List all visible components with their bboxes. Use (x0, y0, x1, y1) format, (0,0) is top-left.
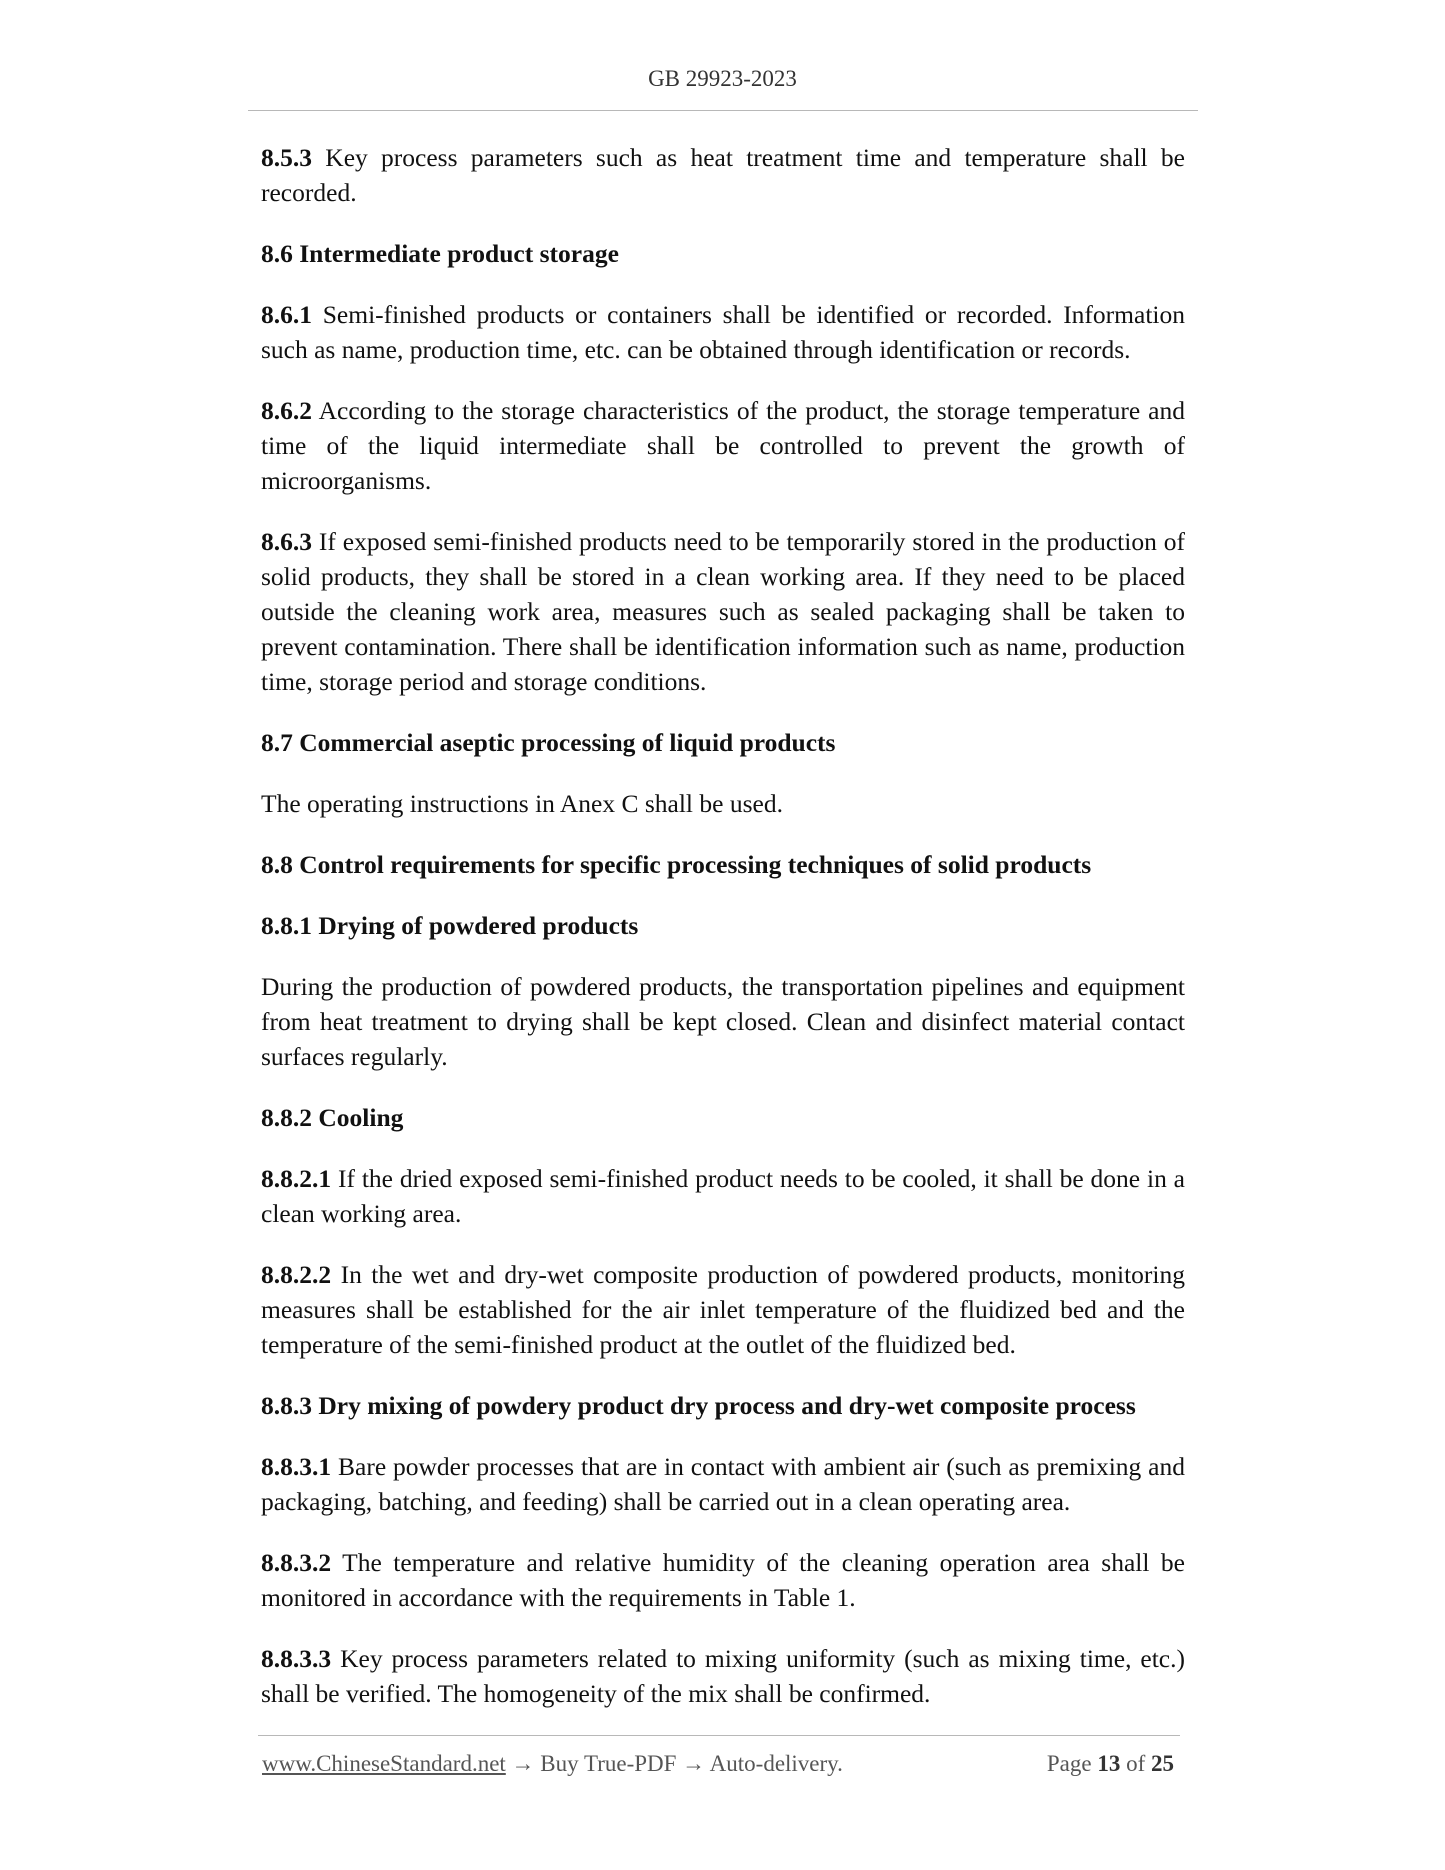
header-divider (248, 110, 1198, 111)
clause-number: 8.8.3.2 (261, 1548, 332, 1577)
clause-number: 8.5.3 (261, 143, 312, 172)
footer-promo-text: → Buy True-PDF → Auto-delivery. (505, 1751, 843, 1776)
section-heading: 8.8.3 Dry mixing of powdery product dry process and dry-wet composite process (261, 1391, 1136, 1420)
clause-text: If the dried exposed semi-finished product needs to be cooled, it shall be done in a clean working area. (261, 1164, 1185, 1228)
clause-number: 8.8.2.2 (261, 1260, 332, 1289)
clause-paragraph (261, 1545, 1185, 1615)
clause-number: 8.6.2 (261, 396, 312, 425)
document-id: GB 29923-2023 (648, 66, 797, 91)
footer-promo (262, 1751, 843, 1777)
clause-text: Semi-finished products or containers shall be identified or recorded. Information such as name, production time, etc. can be obtained through identification or records. (261, 300, 1185, 364)
clause-paragraph (261, 297, 1185, 367)
clause-number: 8.6.1 (261, 300, 312, 329)
page-of: of (1120, 1751, 1151, 1776)
clause-paragraph (261, 1161, 1185, 1231)
clause-text: The operating instructions in Anex C shall be used. (261, 789, 783, 818)
clause-text: The temperature and relative humidity of the cleaning operation area shall be monitored in accordance with the requirements in Table 1. (261, 1548, 1185, 1612)
clause-number: 8.8.3.3 (261, 1644, 332, 1673)
clause-text: Bare powder processes that are in contact with ambient air (such as premixing and packaging, batching, and feeding) shall be carried out in a clean operating area. (261, 1452, 1185, 1516)
section-heading: 8.8.2 Cooling (261, 1103, 404, 1132)
clause-text: If exposed semi-finished products need to be temporarily stored in the production of solid products, they shall be stored in a clean working area. If they need to be placed outside the cleaning work area, measures such as sealed packaging shall be taken to prevent contamination. There shall be identification information such as name, production time, storage period and storage conditions. (261, 527, 1185, 696)
clause-number: 8.6.3 (261, 527, 312, 556)
section-heading: 8.8.1 Drying of powdered products (261, 911, 639, 940)
clause-paragraph (261, 1641, 1185, 1711)
clause-text: Key process parameters related to mixing uniformity (such as mixing time, etc.) shall be verified. The homogeneity of the mix shall be confirmed. (261, 1644, 1185, 1708)
website-link[interactable]: www.ChineseStandard.net (262, 1751, 506, 1776)
clause-paragraph (261, 1257, 1185, 1362)
section-heading: 8.6 Intermediate product storage (261, 239, 619, 268)
clause-paragraph (261, 1449, 1185, 1519)
page-current: 13 (1097, 1751, 1121, 1776)
clause-number: 8.8.2.1 (261, 1164, 332, 1193)
section-heading: 8.8 Control requirements for specific processing techniques of solid products (261, 850, 1092, 879)
clause-paragraph (261, 393, 1185, 498)
page-prefix: Page (1046, 1751, 1098, 1776)
clause-paragraph (261, 524, 1185, 699)
page-total: 25 (1151, 1751, 1174, 1776)
clause-text: In the wet and dry-wet composite production of powdered products, monitoring measures shall be established for the air inlet temperature of the fluidized bed and the temperature of the semi-finished product at the outlet of the fluidized bed. (261, 1260, 1185, 1359)
page-number (1047, 1751, 1174, 1777)
document-body (261, 140, 1185, 1737)
clause-paragraph (261, 140, 1185, 210)
clause-text: During the production of powdered products, the transportation pipelines and equipment from heat treatment to drying shall be kept closed. Clean and disinfect material contact surfaces regularly. (261, 972, 1185, 1071)
footer-divider (258, 1735, 1180, 1736)
clause-number: 8.8.3.1 (261, 1452, 332, 1481)
clause-text: Key process parameters such as heat treatment time and temperature shall be recorded. (261, 143, 1185, 207)
clause-paragraph (261, 969, 1185, 1074)
clause-text: According to the storage characteristics of the product, the storage temperature and time of the liquid intermediate shall be controlled to prevent the growth of microorganisms. (261, 396, 1185, 495)
clause-paragraph (261, 786, 1185, 821)
section-heading: 8.7 Commercial aseptic processing of liquid products (261, 728, 836, 757)
